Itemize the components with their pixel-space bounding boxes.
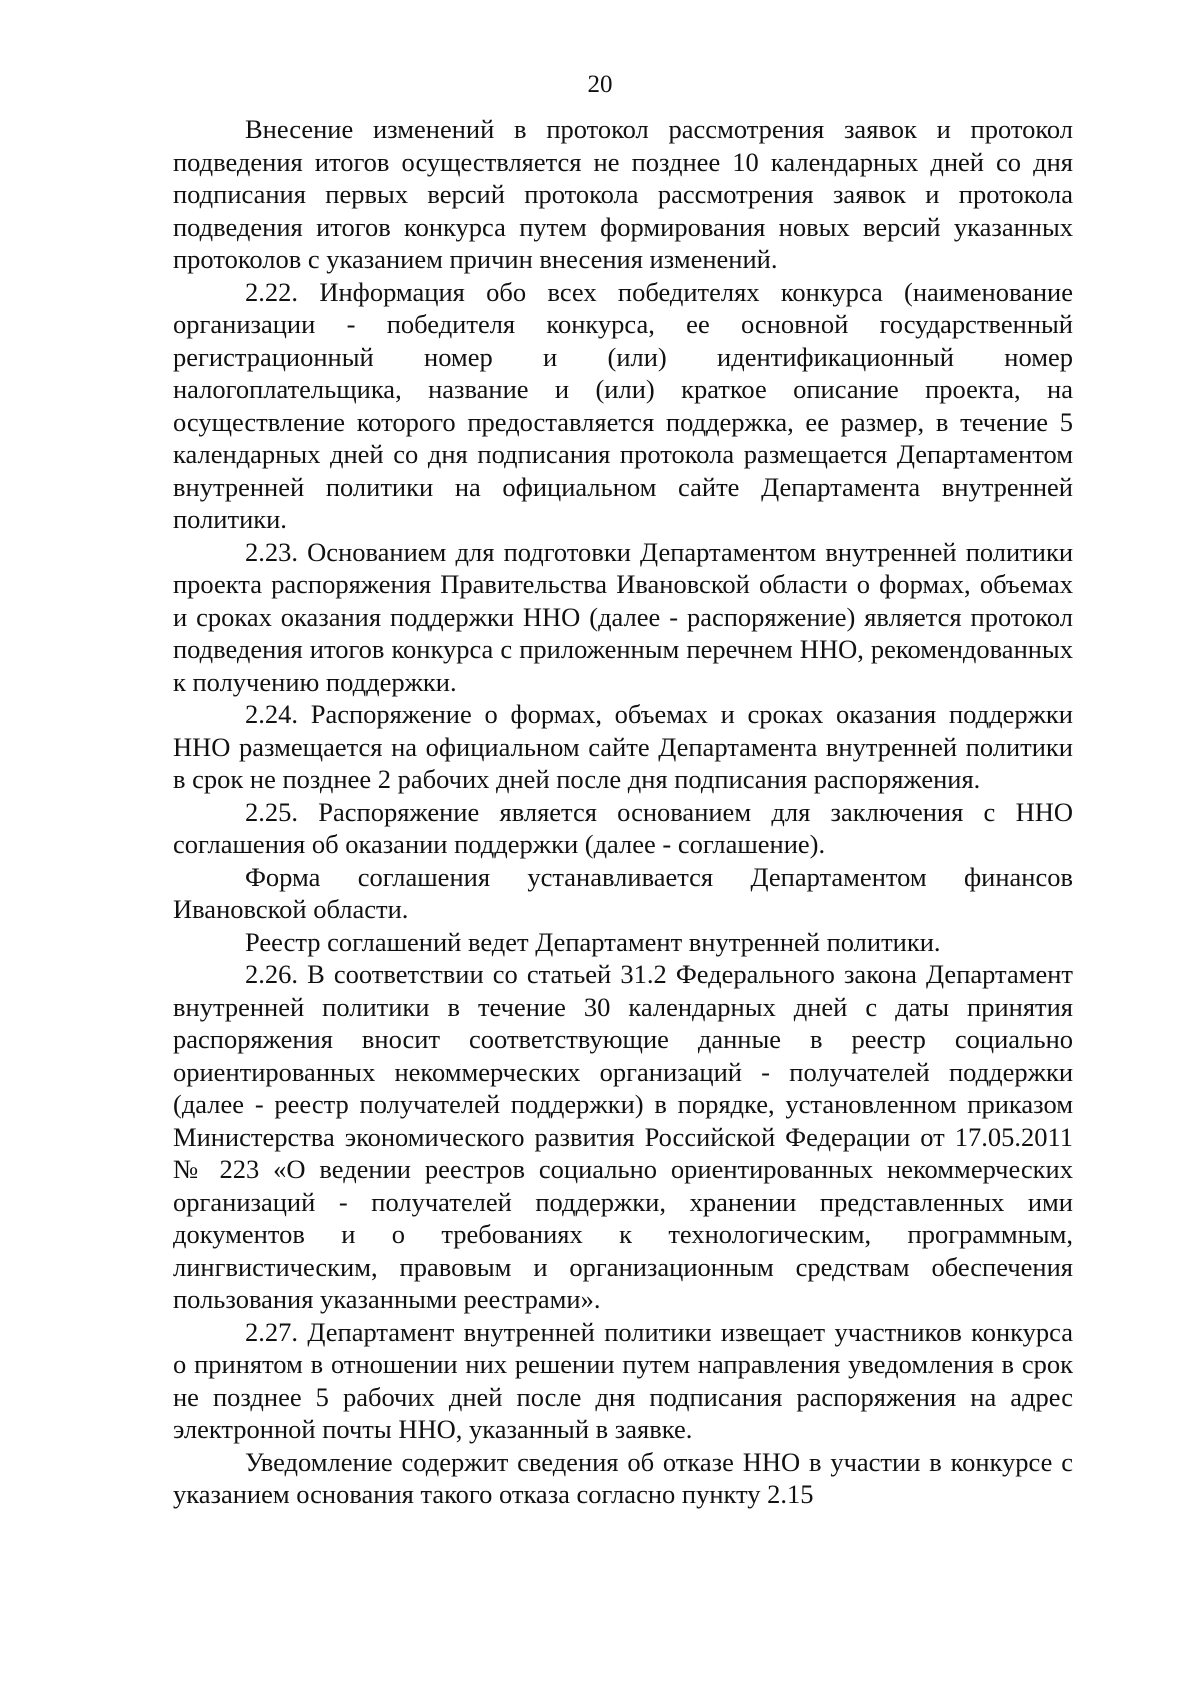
document-body	[173, 113, 1073, 1511]
paragraph-2-23: 2.23. Основанием для подготовки Департаментом внутренней политики проекта распоряжения Правительства Ивановской области о формах, объемах и сроках оказания поддержки ННО (далее - распоряжение) является протокол подведения итогов конкурса с приложенным перечнем ННО, рекомендованных к получению поддержки.	[173, 536, 1073, 697]
page-number: 20	[587, 71, 613, 98]
paragraph-2-26: 2.26. В соответствии со статьей 31.2 Федерального закона Департамент внутренней политики в течение 30 календарных дней с даты принятия распоряжения вносит соответствующие данные в реестр социально ориентированных некоммерческих организаций - получателей поддержки (далее - реестр получателей поддержки) в порядке, установленном приказом Министерства экономического развития Российской Федерации от 17.05.2011 № 223 «О ведении реестров социально ориентированных некоммерческих организаций - получателей поддержки, хранении представленных ими документов и о требованиях к технологическим, программным, лингвистическим, правовым и организационным средствам обеспечения пользования указанными реестрами».	[173, 959, 1073, 1314]
paragraph-2-24: 2.24. Распоряжение о формах, объемах и сроках оказания поддержки ННО размещается на официальном сайте Департамента внутренней политики в срок не позднее 2 рабочих дней после дня подписания распоряжения.	[173, 699, 1073, 794]
paragraph-2-25: 2.25. Распоряжение является основанием для заключения с ННО соглашения об оказании поддержки (далее - соглашение).	[173, 796, 1073, 859]
paragraph-2-22: 2.22. Информация обо всех победителях конкурса (наименование организации - победителя конкурса, ее основной государственный регистрационный номер и (или) идентификационный номер налогоплательщика, название и (или) краткое описание проекта, на осуществление которого предоставляется поддержка, ее размер, в течение 5 календарных дней со дня подписания протокола размещается Департаментом внутренней политики на официальном сайте Департамента внутренней политики.	[173, 276, 1073, 534]
paragraph-notification-content: Уведомление содержит сведения об отказе ННО в участии в конкурсе с указанием основания такого отказа согласно пункту 2.15	[173, 1446, 1073, 1509]
paragraph-2-27: 2.27. Департамент внутренней политики извещает участников конкурса о принятом в отношении них решении путем направления уведомления в срок не позднее 5 рабочих дней после дня подписания распоряжения на адрес электронной почты ННО, указанный в заявке.	[173, 1316, 1073, 1444]
paragraph-agreement-form: Форма соглашения устанавливается Департаментом финансов Ивановской области.	[173, 861, 1073, 924]
paragraph-protocol-amendments: Внесение изменений в протокол рассмотрения заявок и протокол подведения итогов осуществляется не позднее 10 календарных дней со дня подписания первых версий протокола рассмотрения заявок и протокола подведения итогов конкурса путем формирования новых версий указанных протоколов с указанием причин внесения изменений.	[173, 114, 1073, 274]
paragraph-agreement-registry: Реестр соглашений ведет Департамент внутренней политики.	[245, 926, 941, 957]
